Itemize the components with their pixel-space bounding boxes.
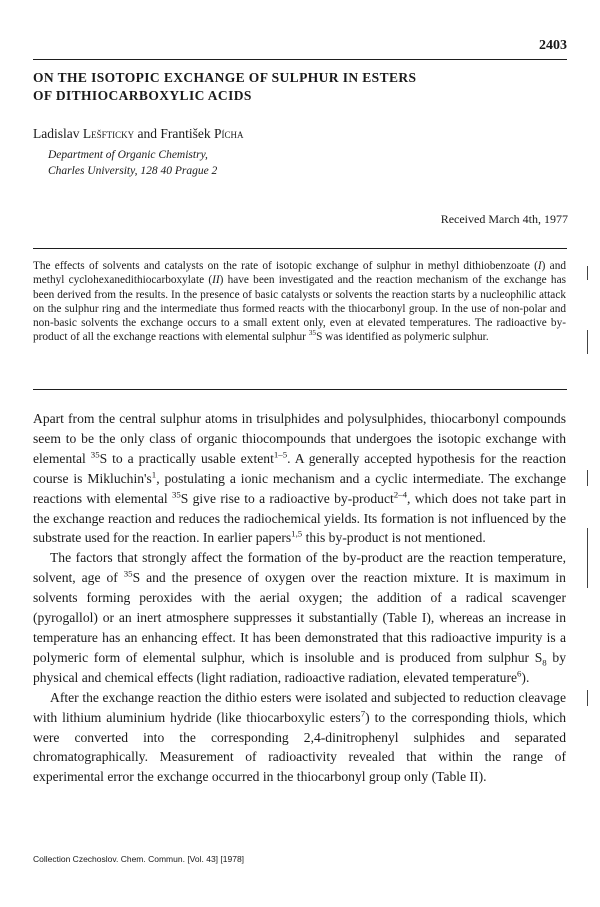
- p1-text-d: , postulating a ionic mechanism and a cyclic intermediate. The exchange reactions with elemental: [33, 470, 566, 506]
- p2-text-b: S and the presence of oxygen over the reaction mixture. It is maximum in solvents forming peroxides with the aerial oxygen; the addition of a radical scavenger (pyrogallol) or an inert atmosphere suppresses it substantially (Table I), whereas an increase in temperature has an enhancing effect. It has been demonstrated that this radioactive impurity is a polymeric form of elemental sulphur, which is insoluble and is produced from sulphur S: [33, 570, 566, 665]
- margin-mark-5: [587, 690, 588, 706]
- p2-sup-2: 6: [517, 668, 522, 679]
- compound-label-ii: II: [212, 274, 220, 287]
- title-line-1: ON THE ISOTOPIC EXCHANGE OF SULPHUR IN ESTERS: [33, 70, 417, 85]
- body-text: [33, 409, 566, 787]
- p1-sup-4: 35: [171, 489, 181, 500]
- p1-text-b: S to a practically usable extent: [99, 450, 274, 466]
- p1-text-f: , which does not take part in the exchange reaction and reduces the radiochemical yields. Its formation is not influenced by the substrate used for the reaction. In earlier papers: [33, 490, 566, 546]
- affiliation: [48, 147, 217, 179]
- p1-sup-5: 2–4: [393, 489, 407, 500]
- p3-text-b: ) to the corresponding thiols, which were converted into the corresponding 2,4-dinitrophenyl sulphides and separated chromatographically. Measurement of radioactivity revealed that within the range of experimental error the exchange occurred in the thiocarbonyl group only (Table II).: [33, 709, 566, 785]
- compound-label-i: I: [537, 260, 542, 272]
- p3-text-a: After the exchange reaction the dithio esters were isolated and subjected to reduction cleavage with lithium aluminium hydride (like thiocarboxylic esters: [33, 689, 566, 725]
- p2-sub: 8: [542, 657, 547, 668]
- paragraph-3: [33, 688, 566, 788]
- abstract-text-3: ) have been investigated and the reaction mechanism of the exchange has been derived from the results. In the presence of basic catalysts or solvents the reaction starts by a nucleophilic attack on the sulphur ring and the intermediate thus formed reacts with the thiocarbonyl group. In the use of non-polar and non-basic solvents the exchange occurs to a small extent only, even at elevated temperatures. The radioactive by-product of all the exchange reactions with elemental sulphur: [33, 274, 566, 344]
- margin-mark-2: [587, 330, 588, 354]
- received-date: Received March 4th, 1977: [440, 212, 568, 226]
- p2-text-a: The factors that strongly affect the formation of the by-product are the reaction temperature, solvent, age of: [33, 550, 566, 586]
- abstract: [33, 259, 566, 345]
- margin-mark-4: [587, 528, 588, 588]
- author-join: and: [134, 126, 161, 141]
- p1-text-a: Apart from the central sulphur atoms in trisulphides and polysulphides, thiocarbonyl compounds seem to be the only class of organic thiocompounds that undergoes the isotopic exchange with elemental: [33, 411, 566, 466]
- margin-mark-3: [587, 470, 588, 486]
- footer-citation: Collection Czechoslov. Chem. Commun. [Vol. 43] [1978]: [33, 854, 245, 864]
- header-rule: [33, 59, 567, 60]
- margin-mark-1: [587, 266, 588, 280]
- abstract-top-rule: [33, 248, 567, 249]
- p1-text-g: this by-product is not mentioned.: [302, 530, 486, 546]
- title-line-2: OF DITHIOCARBOXYLIC ACIDS: [33, 88, 252, 103]
- paragraph-1: [33, 409, 566, 548]
- p3-sup-1: 7: [360, 708, 366, 719]
- abstract-bottom-rule: [33, 389, 567, 390]
- author-2-first: František: [160, 126, 211, 141]
- p2-text-c: by physical and chemical effects (light radiation, radioactive radiation, elevated temperature: [33, 649, 566, 685]
- abstract-text-4: S was identified as polymeric sulphur.: [316, 331, 489, 344]
- paragraph-2: [33, 548, 566, 687]
- isotope-superscript: 35: [308, 328, 317, 338]
- abstract-text-1: The effects of solvents and catalysts on the rate of isotopic exchange of sulphur in methyl dithiobenzoate (: [33, 260, 538, 272]
- p2-text-d: ).: [521, 669, 530, 685]
- p1-sup-2: 1–5: [273, 449, 288, 460]
- abstract-text-2: ) and methyl cyclohexanedithiocarboxylate (: [33, 260, 566, 287]
- authors: [33, 126, 244, 142]
- author-1-last: Lešfticky: [82, 126, 135, 141]
- p1-text-c: . A generally accepted hypothesis for the reaction course is Mikluchin's: [33, 450, 567, 486]
- p1-sup-6: 1,5: [291, 528, 303, 539]
- affiliation-line-1: Department of Organic Chemistry,: [48, 149, 208, 161]
- page-number: 2403: [539, 38, 567, 53]
- author-2-last: Pícha: [214, 126, 244, 141]
- article-title: [33, 69, 553, 105]
- p1-sup-3: 1: [151, 469, 157, 480]
- p1-sup-1: 35: [90, 449, 100, 460]
- affiliation-line-2: Charles University, 128 40 Prague 2: [48, 165, 218, 177]
- p1-text-e: S give rise to a radioactive by-product: [180, 490, 394, 506]
- author-1-first: Ladislav: [33, 126, 80, 141]
- p2-sup-1: 35: [123, 568, 133, 579]
